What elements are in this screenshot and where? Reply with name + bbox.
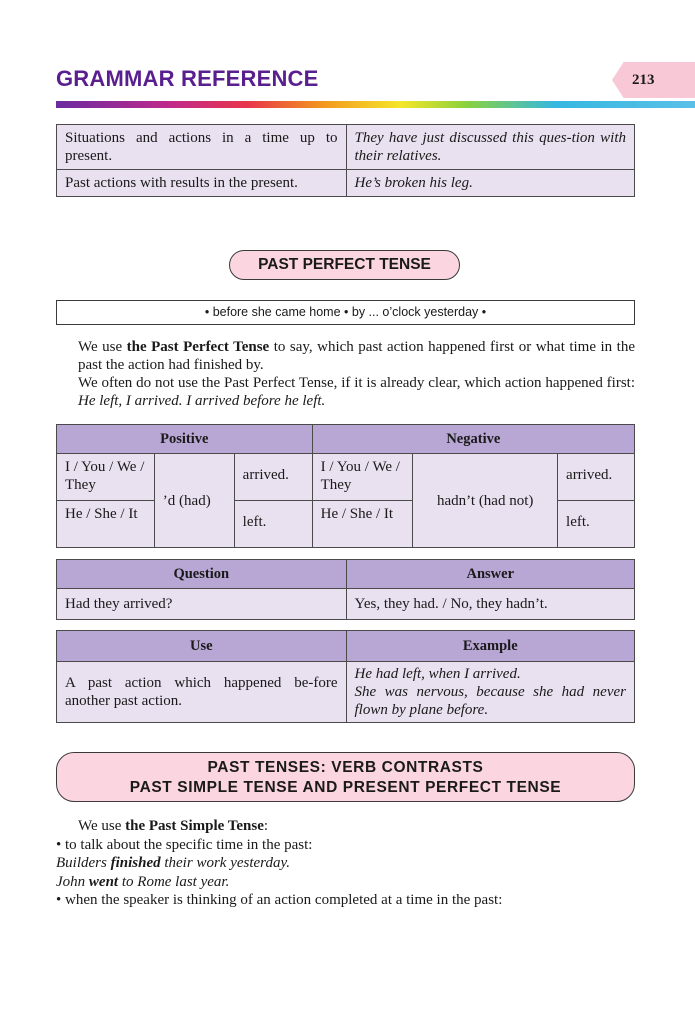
example-line: He had left, when I arrived. (354, 666, 521, 682)
subject-cell: I / You / We / They (312, 454, 413, 501)
question-header: Question (57, 560, 347, 589)
bold-verb: finished (110, 855, 161, 871)
text: their work yesterday. (160, 855, 291, 871)
example-line (56, 873, 635, 892)
question-cell: Had they arrived? (57, 589, 347, 620)
verb-cell: left. (558, 501, 635, 548)
paragraph (56, 374, 635, 410)
use-cell: A past action which happened be-fore another past action. (57, 662, 347, 723)
aux-negative-cell: hadn’t (had not) (413, 454, 558, 548)
text: to Rome last year. (118, 873, 230, 890)
negative-header: Negative (312, 425, 634, 454)
page-title: GRAMMAR REFERENCE (56, 66, 319, 91)
paragraph (56, 338, 635, 374)
section-heading-past-perfect: PAST PERFECT TENSE (229, 250, 460, 280)
subject-cell: He / She / It (312, 501, 413, 548)
text: We use (78, 818, 126, 834)
table-row (57, 170, 635, 197)
text: : (263, 818, 269, 834)
example-cell: He’s broken his leg. (346, 170, 635, 197)
positive-header: Positive (57, 425, 313, 454)
present-perfect-use-table (56, 124, 635, 197)
example-line: She was nervous, because she had never flown by plane before. (354, 684, 626, 718)
aux-positive-cell: ’d (had) (154, 454, 234, 548)
table-row (57, 125, 635, 170)
text: We use (78, 339, 127, 355)
text: Builders (56, 855, 111, 871)
section-heading-verb-contrasts (56, 752, 635, 802)
page-number: 213 (632, 72, 655, 88)
time-markers-box: • before she came home • by ... o’clock yesterday • (56, 300, 635, 325)
header-rainbow-bar (56, 101, 695, 108)
example-header: Example (346, 631, 635, 662)
verb-cell: arrived. (234, 454, 312, 501)
verb-cell: left. (234, 501, 312, 548)
past-simple-explanation (56, 817, 635, 910)
answer-cell: Yes, they had. / No, they hadn’t. (346, 589, 635, 620)
bold-term: the Past Perfect Tense (126, 339, 270, 355)
situation-cell: Situations and actions in a time up to present. (57, 125, 347, 170)
example-cell (346, 662, 635, 723)
text: We often do not use the Past Perfect Tense, if it is already clear, which action happened first: (78, 375, 635, 391)
bullet-item: • to talk about the specific time in the past: (56, 836, 313, 853)
bold-term: the Past Simple Tense (125, 818, 264, 834)
table-header-row (57, 560, 635, 589)
situation-cell: Past actions with results in the present. (57, 170, 347, 197)
answer-header: Answer (346, 560, 635, 589)
heading-line: PAST SIMPLE TENSE AND PRESENT PERFECT TENSE (129, 779, 562, 796)
bold-verb: went (88, 873, 119, 890)
table-header-row (57, 425, 635, 454)
table-header-row (57, 631, 635, 662)
text: John (56, 873, 89, 890)
subject-cell: I / You / We / They (57, 454, 155, 501)
text: to say, which past action happened first or what time in the past the action had finished by. (78, 339, 635, 373)
past-perfect-explanation (56, 338, 635, 410)
use-header: Use (57, 631, 347, 662)
example-line (56, 854, 635, 873)
table-row (57, 589, 635, 620)
paragraph (56, 817, 635, 836)
question-answer-table (56, 559, 635, 620)
bullet-item: • when the speaker is thinking of an action completed at a time in the past: (56, 892, 503, 908)
heading-line: PAST TENSES: VERB CONTRASTS (207, 759, 484, 776)
past-perfect-form-table (56, 424, 635, 548)
table-row (57, 454, 635, 501)
example-cell: They have just discussed this ques-tion with their relatives. (346, 125, 635, 170)
use-example-table (56, 630, 635, 723)
verb-cell: arrived. (558, 454, 635, 501)
subject-cell: He / She / It (57, 501, 155, 548)
italic-example: He left, I arrived. I arrived before he left. (78, 393, 326, 409)
table-row (57, 662, 635, 723)
